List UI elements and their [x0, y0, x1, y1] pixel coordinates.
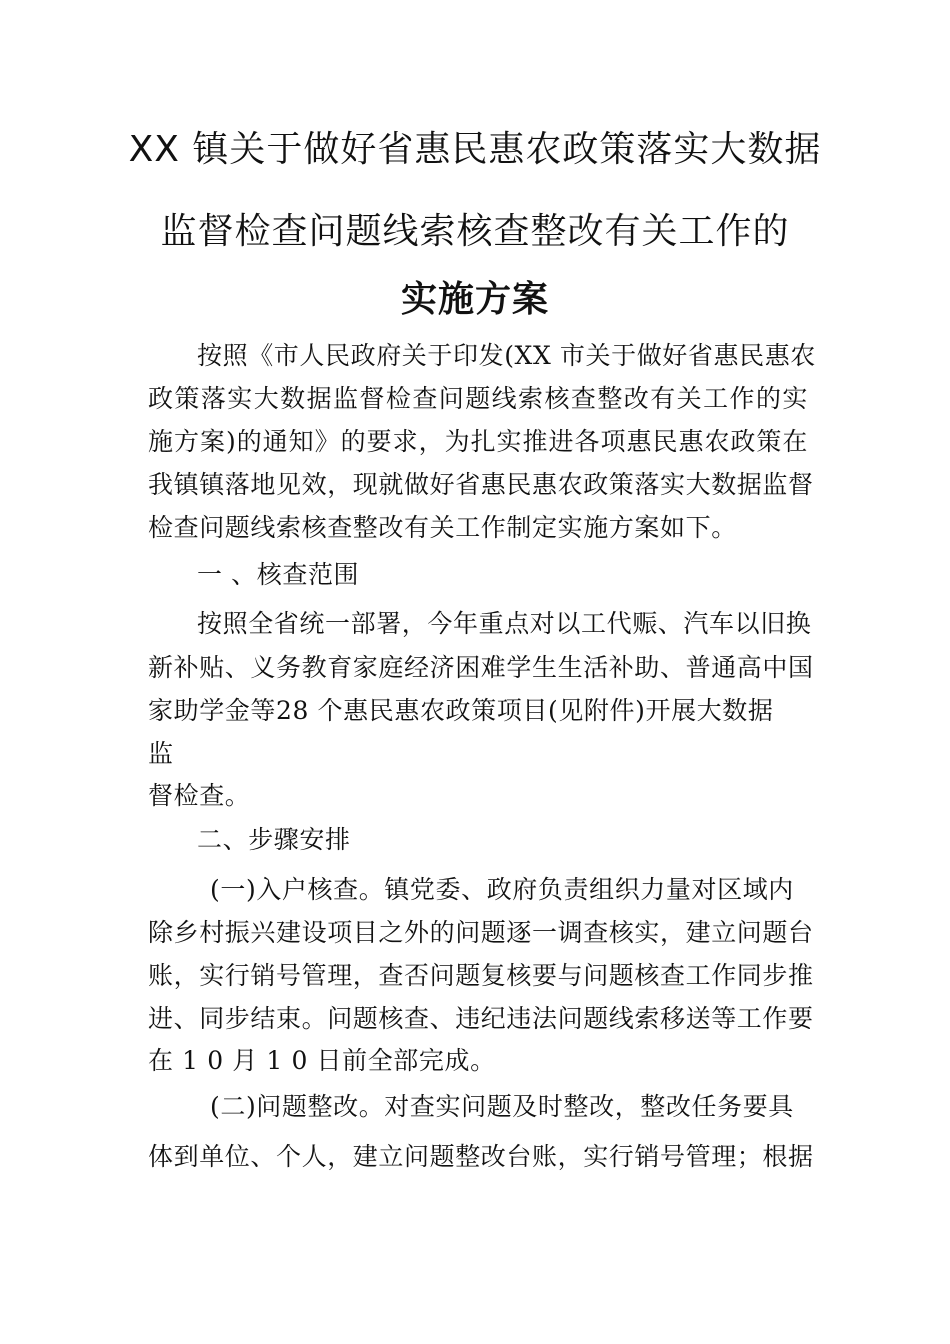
- step1-line: 在 1 0 月 1 0 日前全部完成。: [148, 1046, 496, 1075]
- title-line-2: 监督检查问题线索核查整改有关工作的: [160, 211, 790, 252]
- section1-line: 家助学金等28 个惠民惠农政策项目(见附件)开展大数据: [148, 696, 774, 725]
- intro-line: 施方案)的通知》的要求，为扎实推进各项惠民惠农政策在: [148, 427, 808, 456]
- intro-line: 我镇镇落地见效，现就做好省惠民惠农政策落实大数据监督: [148, 470, 814, 499]
- step1-line: 除乡村振兴建设项目之外的问题逐一调查核实，建立问题台: [148, 918, 814, 947]
- intro-line: 检查问题线索核查整改有关工作制定实施方案如下。: [148, 513, 737, 542]
- step1-line: 进、同步结束。问题核查、违纪违法问题线索移送等工作要: [148, 1004, 814, 1033]
- step1-line: (一)入户核查。镇党委、政府负责组织力量对区域内: [210, 875, 794, 904]
- section1-line: 新补贴、义务教育家庭经济困难学生生活补助、普通高中国: [148, 653, 814, 682]
- section1-line: 按照全省统一部署，今年重点对以工代赈、汽车以旧换: [197, 609, 812, 638]
- section1-line: 督检查。: [148, 781, 251, 810]
- intro-line: 按照《市人民政府关于印发(XX 市关于做好省惠民惠农: [197, 341, 816, 370]
- intro-line: 政策落实大数据监督检查问题线索核查整改有关工作的实: [148, 384, 808, 413]
- step2-line: (二)问题整改。对查实问题及时整改，整改任务要具: [210, 1092, 794, 1121]
- section-heading-2: 二、步骤安排: [197, 825, 351, 854]
- step1-line: 账，实行销号管理，查否问题复核要与问题核查工作同步推: [148, 961, 814, 990]
- title-line-1: XX 镇关于做好省惠民惠农政策落实大数据: [128, 129, 822, 170]
- title-line-3: 实施方案: [400, 279, 549, 320]
- step2-line: 体到单位、个人，建立问题整改台账，实行销号管理；根据: [148, 1142, 814, 1171]
- section-heading-1: 一 、核查范围: [197, 560, 360, 589]
- section1-line: 监: [148, 739, 174, 768]
